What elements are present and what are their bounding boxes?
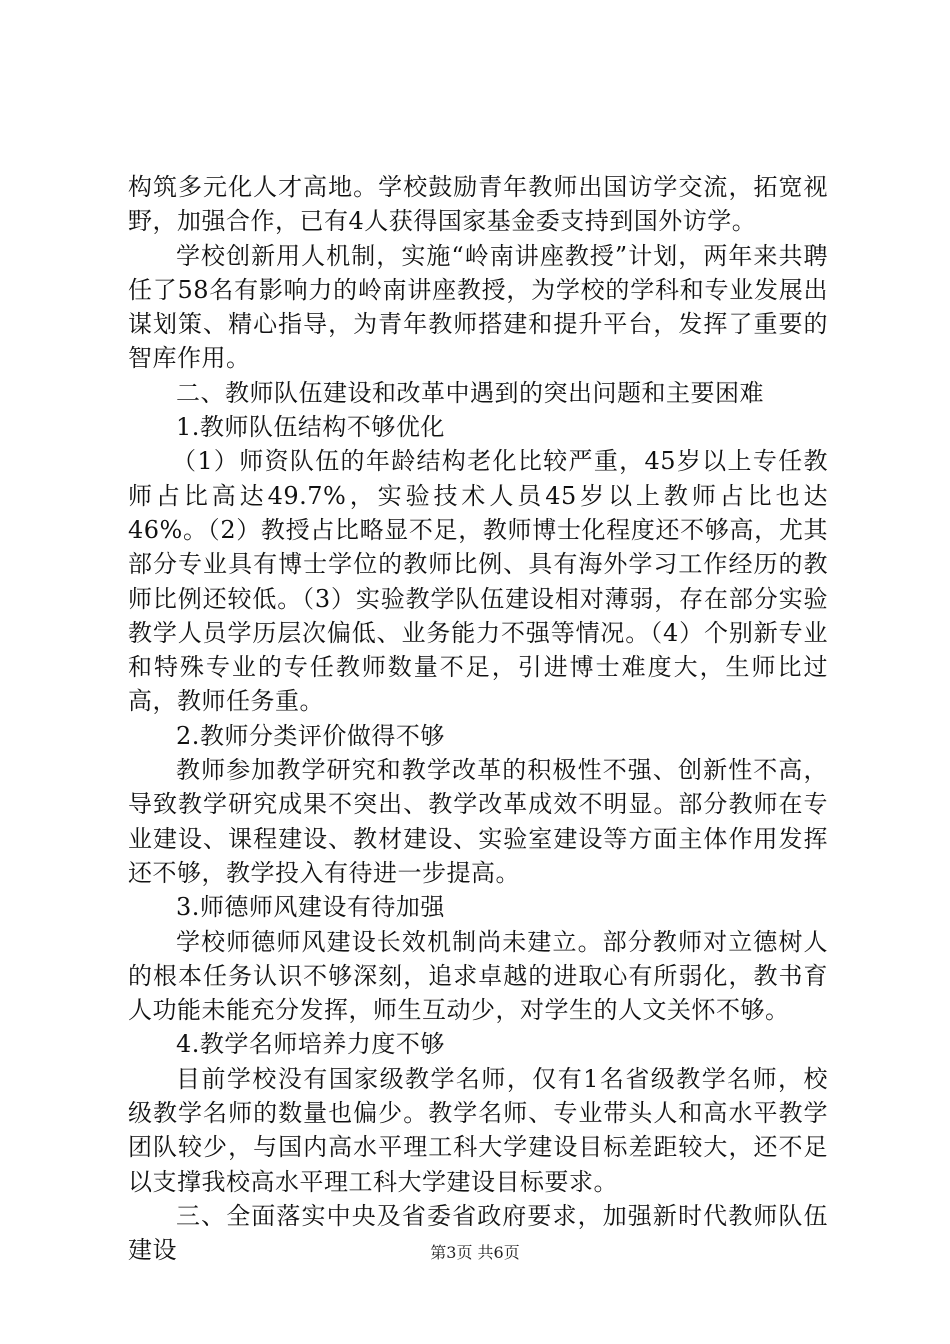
paragraph-structure-issues: （1）师资队伍的年龄结构老化比较严重，45岁以上专任教师占比高达49.7%，实验技术人员45岁以上教师占比也达46%。（2）教授占比略显不足，教师博士化程度还不够高，尤其部分专业具有博士学位的教师比例、具有海外学习工作经历的教师比例还较低。（3）实验教学队伍建设相对薄弱，存在部分实验教学人员学历层次偏低、业务能力不强等情况。（4）个别新专业和特殊专业的专任教师数量不足，引进博士难度大，生师比过高，教师任务重。	[128, 447, 828, 716]
subheading-1: 1.教师队伍结构不够优化	[176, 413, 445, 442]
paragraph-evaluation-issues: 教师参加教学研究和教学改革的积极性不强、创新性不高，导致教学研究成果不突出、教学改革成效不明显。部分教师在专业建设、课程建设、教材建设、实验室建设等方面主体作用发挥还不够，教学投入有待进一步提高。	[128, 756, 828, 887]
subheading-3: 3.师德师风建设有待加强	[176, 893, 445, 922]
section-heading-3: 三、全面落实中央及省委省政府要求，加强新时代教师队伍建设	[128, 1201, 828, 1265]
paragraph-continuation: 构筑多元化人才高地。学校鼓励青年教师出国访学交流，拓宽视野，加强合作，已有4人获得国家基金委支持到国外访学。	[128, 173, 828, 236]
subheading-4: 4.教学名师培养力度不够	[176, 1030, 445, 1059]
page-number-label: 第3页 共6页	[430, 1243, 520, 1262]
section-heading-2: 二、教师队伍建设和改革中遇到的突出问题和主要困难	[176, 378, 764, 407]
subheading-2: 2.教师分类评价做得不够	[176, 721, 445, 750]
page-footer	[0, 1243, 950, 1263]
paragraph-famous-teachers: 目前学校没有国家级教学名师，仅有1名省级教学名师，校级教学名师的数量也偏少。教学名师、专业带头人和高水平教学团队较少，与国内高水平理工科大学建设目标差距较大，还不足以支撑我校高水平理工科大学建设目标要求。	[128, 1064, 828, 1196]
paragraph-lingnan-professor: 学校创新用人机制，实施“岭南讲座教授”计划，两年来共聘任了58名有影响力的岭南讲座教授，为学校的学科和专业发展出谋划策、精心指导，为青年教师搭建和提升平台，发挥了重要的智库作用。	[128, 241, 828, 373]
document-body	[128, 170, 828, 1268]
paragraph-ethics-issues: 学校师德师风建设长效机制尚未建立。部分教师对立德树人的根本任务认识不够深刻，追求卓越的进取心有所弱化，教书育人功能未能充分发挥，师生互动少，对学生的人文关怀不够。	[128, 927, 828, 1025]
